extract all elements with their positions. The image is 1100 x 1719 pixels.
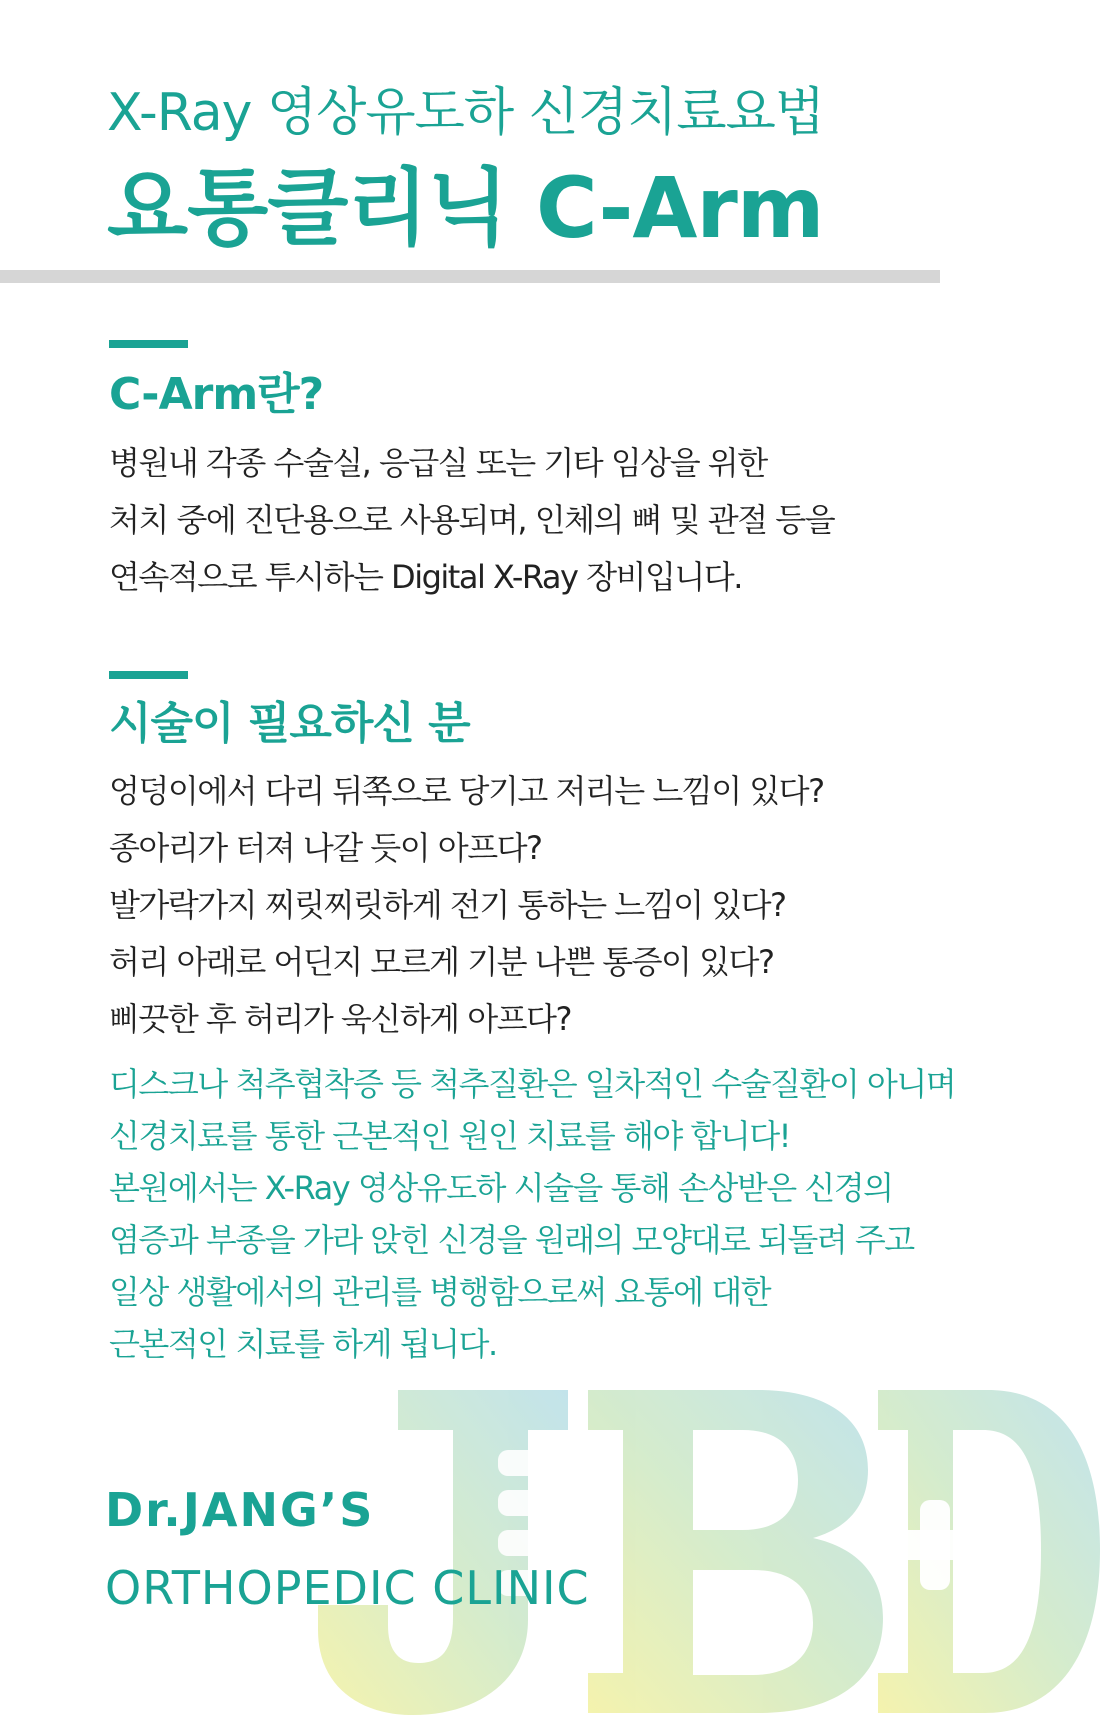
symptom-item: 종아리가 터져 나갈 듯이 아프다? <box>109 829 542 867</box>
treatment-line: 본원에서는 X-Ray 영상유도하 시술을 통해 손상받은 신경의 <box>109 1169 893 1207</box>
symptom-list <box>109 763 824 1048</box>
symptom-item: 발가락가지 찌릿찌릿하게 전기 통하는 느낌이 있다? <box>109 886 786 924</box>
treatment-line: 근본적인 치료를 하게 됩니다. <box>109 1325 497 1363</box>
description-line: 연속적으로 투시하는 Digital X-Ray 장비입니다. <box>109 558 742 596</box>
header-divider <box>0 270 940 283</box>
brand-clinic-type: ORTHOPEDIC CLINIC <box>105 1561 590 1615</box>
treatment-line: 신경치료를 통한 근본적인 원인 치료를 해야 합니다! <box>109 1117 791 1155</box>
symptom-item: 엉덩이에서 다리 뒤쪽으로 당기고 저리는 느낌이 있다? <box>109 772 824 810</box>
section-heading-candidates: 시술이 필요하신 분 <box>109 698 470 749</box>
treatment-line: 염증과 부종을 가라 앉힌 신경을 원래의 모양대로 되돌려 주고 <box>109 1221 914 1259</box>
section-heading-c-arm: C-Arm란? <box>109 369 324 420</box>
brand-name: Dr.JANG’S <box>105 1483 375 1537</box>
description-line: 처치 중에 진단용으로 사용되며, 인체의 뼈 및 관절 등을 <box>109 501 835 539</box>
description-line: 병원내 각종 수술실, 응급실 또는 기타 임상을 위한 <box>109 444 767 482</box>
c-arm-description <box>109 435 834 606</box>
treatment-statement <box>109 1058 955 1370</box>
clinic-logo-watermark <box>318 1380 1100 1719</box>
symptom-item: 삐끗한 후 허리가 욱신하게 아프다? <box>109 1000 571 1038</box>
page-subtitle: X-Ray 영상유도하 신경치료요법 <box>107 83 825 143</box>
section-accent-bar <box>109 671 188 679</box>
section-accent-bar <box>109 340 188 348</box>
symptom-item: 허리 아래로 어딘지 모르게 기분 나쁜 통증이 있다? <box>109 943 774 981</box>
logo-letters-icon <box>318 1390 1100 1715</box>
treatment-line: 디스크나 척추협착증 등 척추질환은 일차적인 수술질환이 아니며 <box>109 1065 956 1103</box>
medical-cross-icon <box>890 1500 980 1590</box>
page-title: 요통클리닉 C-Arm <box>107 159 824 257</box>
treatment-line: 일상 생활에서의 관리를 병행함으로써 요통에 대한 <box>109 1273 771 1311</box>
